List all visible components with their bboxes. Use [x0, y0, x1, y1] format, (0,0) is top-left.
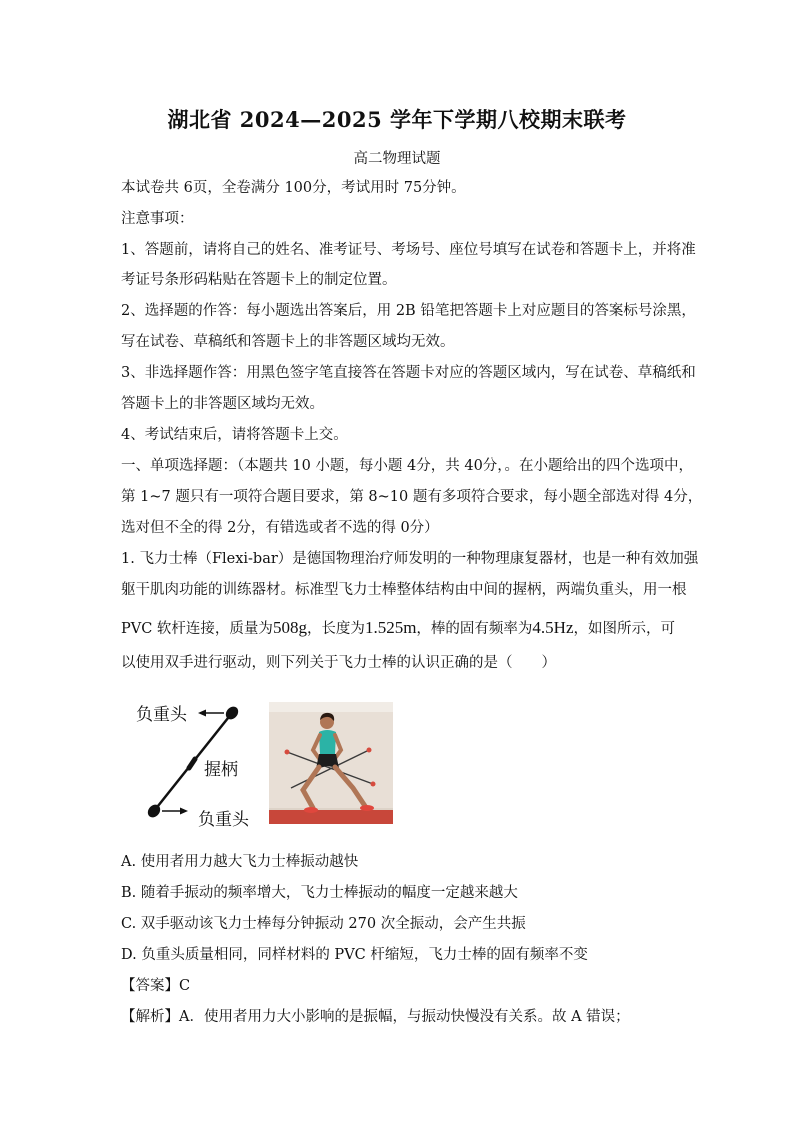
- option-d: D. 负重头质量相同，同样材料的 PVC 杆缩短，飞力士棒的固有频率不变: [121, 947, 588, 963]
- intro-text: 本试卷共 6页，全卷满分 100分，考试用时 75分钟。: [121, 180, 466, 196]
- section-heading-line-3: 选对但不全的得 2分，有错选或者不选的得 0分）: [121, 520, 439, 536]
- notice-2-line-2: 写在试卷、草稿纸和答题卡上的非答题区域均无效。: [121, 334, 455, 350]
- notice-3-line-1: 3、非选择题作答：用黑色签字笔直接答在答题卡对应的答题区域内，写在试卷、草稿纸和: [121, 365, 696, 381]
- exam-subtitle: 高二物理试题: [353, 151, 441, 167]
- notice-3-line-2: 答题卡上的非答题区域均无效。: [121, 396, 324, 412]
- frequency-value: 4.5Hz: [532, 618, 574, 637]
- label-handle: 握柄: [204, 760, 238, 780]
- label-weight-head-top: 负重头: [136, 705, 187, 725]
- question-1-text: ，如图所示，可: [573, 621, 675, 637]
- label-weight-head-bottom: 负重头: [198, 810, 249, 830]
- question-1-text: PVC 软杆连接，质量为: [121, 621, 273, 637]
- notice-heading: 注意事项：: [121, 211, 194, 227]
- answer: 【答案】C: [121, 978, 191, 994]
- length-value: 1.525m: [364, 618, 417, 637]
- notice-2-line-1: 2、选择题的作答：每小题选出答案后，用 2B 铅笔把答题卡上对应题目的答案标号涂黑，: [121, 303, 696, 319]
- question-1-line-2: 躯干肌肉功能的训练器材。标准型飞力士棒整体结构由中间的握柄，两端负重头，用一根: [121, 582, 687, 598]
- athlete-shirt: [319, 730, 336, 754]
- question-1-text: ，长度为: [306, 621, 365, 637]
- question-1-text: ，棒的固有频率为: [416, 621, 533, 637]
- question-1-line-1: 1. 飞力士棒（Flexi-bar）是德国物理治疗师发明的一种物理康复器材，也是一种有效加强: [121, 551, 699, 567]
- mass-value: 508g: [272, 618, 307, 637]
- exam-title: 湖北省 2024—2025 学年下学期八校期末联考: [167, 107, 627, 132]
- section-heading-line-1: 一、单项选择题：（本题共 10 小题，每小题 4分，共 40分，。在小题给出的四个选项中，: [121, 458, 694, 474]
- analysis: 【解析】A．使用者用力大小影响的是振幅，与振动快慢没有关系。故 A 错误；: [121, 1009, 630, 1025]
- option-a: A. 使用者用力越大飞力士棒振动越快: [121, 854, 359, 870]
- flexi-bar-diagram-icon: [132, 696, 262, 836]
- athlete-photo: [269, 702, 393, 824]
- notice-1-line-2: 考证号条形码粘贴在答题卡上的制定位置。: [121, 272, 397, 288]
- option-c: C. 双手驱动该飞力士棒每分钟振动 270 次全振动，会产生共振: [121, 916, 526, 932]
- section-heading-line-2: 第 1~7 题只有一项符合题目要求，第 8~10 题有多项符合要求，每小题全部选对得 4分，: [121, 489, 703, 505]
- photo-floor: [269, 810, 393, 824]
- notice-4: 4、考试结束后，请将答题卡上交。: [121, 427, 348, 443]
- notice-1-line-1: 1、答题前，请将自己的姓名、准考证号、考场号、座位号填写在试卷和答题卡上，并将准: [121, 242, 696, 258]
- arrow-bottom-head-icon: [180, 808, 188, 815]
- arrow-top-head-icon: [198, 710, 206, 717]
- option-b: B. 随着手振动的频率增大，飞力士棒振动的幅度一定越来越大: [121, 885, 518, 901]
- question-1-line-3: [121, 618, 681, 639]
- question-1-line-4: 以使用双手进行驱动，则下列关于飞力士棒的认识正确的是（ ）: [121, 655, 556, 671]
- flexi-bar-handle: [189, 759, 195, 768]
- athlete-shoe-right: [360, 805, 374, 811]
- athlete-shoe-left: [304, 807, 318, 813]
